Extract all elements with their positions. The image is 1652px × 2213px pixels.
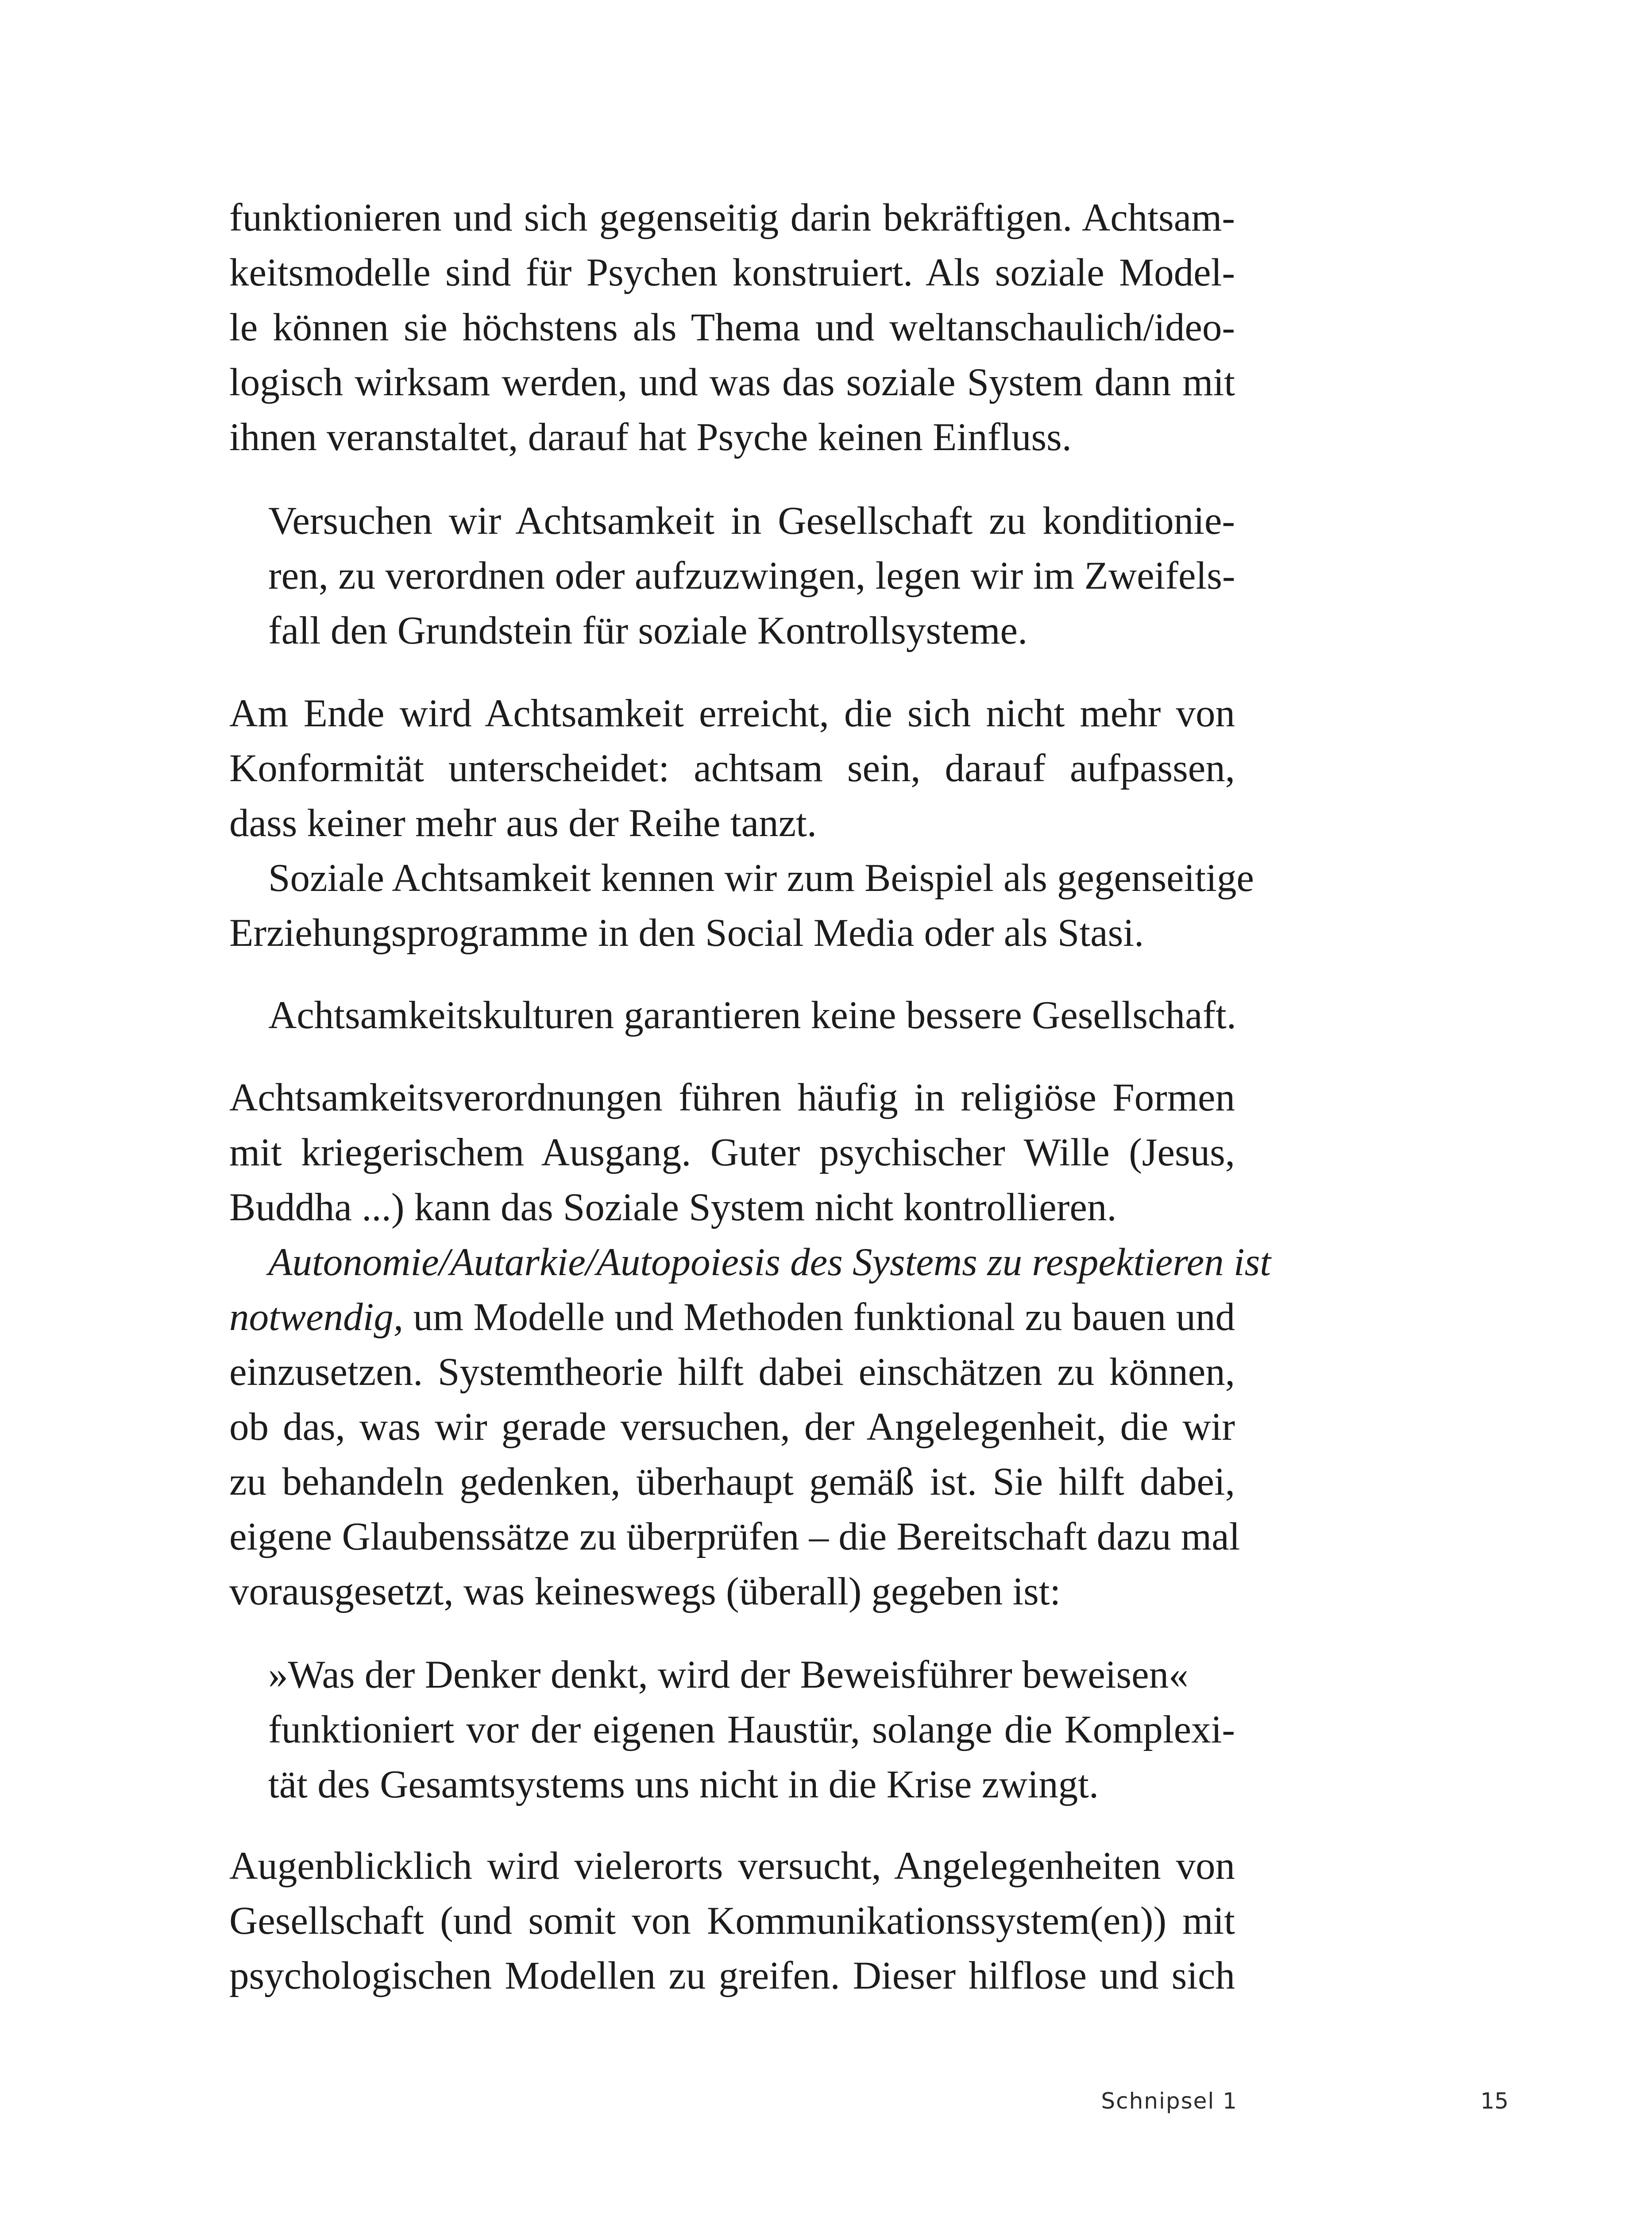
text-line: Am Ende wird Achtsamkeit erreicht, die sich nicht mehr von xyxy=(229,692,1235,735)
indented-quote-2 xyxy=(268,988,1235,1043)
text-line: keitsmodelle sind für Psychen konstruiert. Als soziale Model- xyxy=(229,251,1235,294)
indented-quote-1 xyxy=(268,493,1235,658)
text-line: Gesellschaft (und somit von Kommunikationssystem(en)) mit xyxy=(229,1899,1235,1943)
paragraph-1 xyxy=(229,190,1235,465)
page-number: 15 xyxy=(1480,2088,1509,2114)
text-line: ihnen veranstaltet, darauf hat Psyche keinen Einfluss. xyxy=(229,416,1072,459)
text-line: fall den Grundstein für soziale Kontrollsysteme. xyxy=(268,609,1028,652)
text-line: »Was der Denker denkt, wird der Beweisführer beweisen« xyxy=(268,1653,1189,1696)
text-line: tät des Gesamtsystems uns nicht in die Krise zwingt. xyxy=(268,1763,1099,1806)
text-line: funktionieren und sich gegenseitig darin bekräftigen. Achtsam- xyxy=(229,196,1235,239)
text-line: Achtsamkeitskulturen garantieren keine bessere Gesellschaft. xyxy=(268,994,1237,1037)
text-line: funktioniert vor der eigenen Haustür, solange die Komplexi- xyxy=(268,1708,1235,1751)
text-run: um Modelle und Methoden funktional zu bauen und xyxy=(403,1295,1235,1339)
text-line: Versuchen wir Achtsamkeit in Gesellschaft zu konditionie- xyxy=(268,499,1235,543)
paragraph-5 xyxy=(229,1235,1271,1619)
text-line: Soziale Achtsamkeit kennen wir zum Beispiel als gegenseitige xyxy=(268,856,1254,900)
text-line: ren, zu verordnen oder aufzuzwingen, legen wir im Zweifels- xyxy=(268,554,1235,598)
indented-quote-3 xyxy=(268,1647,1235,1812)
text-line: le können sie höchstens als Thema und weltanschaulich/ideo- xyxy=(229,306,1235,349)
text-line: Buddha ...) kann das Soziale System nicht kontrollieren. xyxy=(229,1186,1117,1229)
text-line: eigene Glaubenssätze zu überprüfen – die Bereitschaft dazu mal xyxy=(229,1515,1240,1558)
text-line xyxy=(229,1235,1271,1290)
paragraph-4 xyxy=(229,1070,1235,1235)
paragraph-6 xyxy=(229,1839,1235,2003)
text-line: logisch wirksam werden, und was das soziale System dann mit xyxy=(229,361,1235,404)
paragraph-2 xyxy=(229,686,1235,851)
text-line: einzusetzen. Systemtheorie hilft dabei einschätzen zu können, xyxy=(229,1350,1235,1394)
paragraph-3 xyxy=(229,851,1254,960)
text-line: Achtsamkeitsverordnungen führen häufig in religiöse Formen xyxy=(229,1076,1235,1119)
text-line: Konformität unterscheidet: achtsam sein, darauf aufpassen, xyxy=(229,747,1235,790)
italic-emphasis: Autonomie/Autarkie/Autopoiesis des Systems zu respektieren ist xyxy=(268,1241,1271,1284)
running-footer-section: Schnipsel 1 xyxy=(1101,2088,1238,2114)
text-line: Erziehungsprogramme in den Social Media oder als Stasi. xyxy=(229,911,1144,955)
text-line: dass keiner mehr aus der Reihe tanzt. xyxy=(229,802,817,845)
text-line: vorausgesetzt, was keineswegs (überall) gegeben ist: xyxy=(229,1570,1061,1613)
italic-emphasis: notwendig, xyxy=(229,1295,404,1339)
text-line: ob das, was wir gerade versuchen, der Angelegenheit, die wir xyxy=(229,1405,1235,1449)
text-line: psychologischen Modellen zu greifen. Dieser hilflose und sich xyxy=(229,1954,1235,1997)
text-line: Augenblicklich wird vielerorts versucht, Angelegenheiten von xyxy=(229,1844,1235,1888)
text-line: zu behandeln gedenken, überhaupt gemäß ist. Sie hilft dabei, xyxy=(229,1460,1235,1504)
text-line: mit kriegerischem Ausgang. Guter psychischer Wille (Jesus, xyxy=(229,1131,1235,1174)
text-line xyxy=(229,1290,1235,1345)
